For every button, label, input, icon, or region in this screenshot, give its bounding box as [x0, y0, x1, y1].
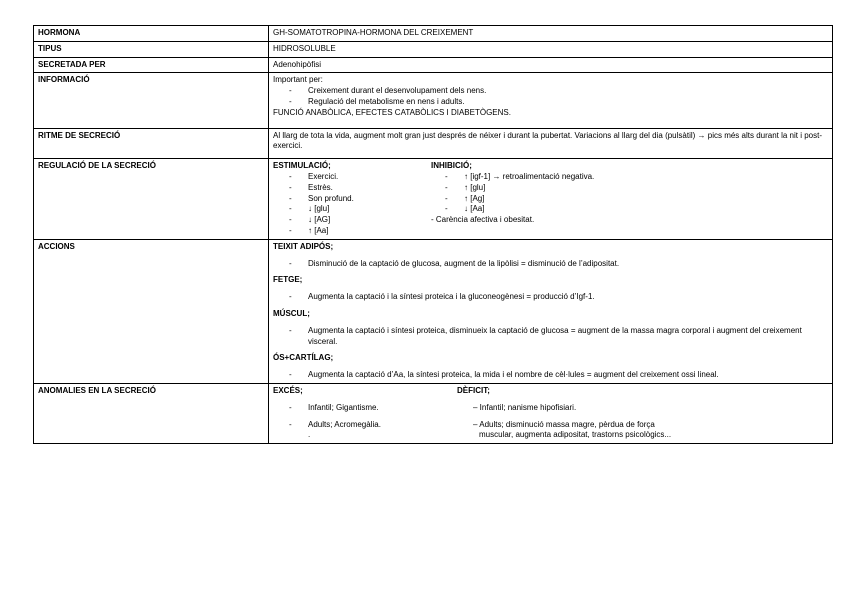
exces-list	[273, 403, 457, 431]
list-item: - ↑ [Ag]	[445, 194, 828, 205]
list-item: - ↓ [glu]	[289, 204, 431, 215]
row-label-hormona: HORMONA	[34, 26, 269, 42]
list-item: - Adults; Acromegàlia.	[289, 420, 457, 431]
list-item: - ↓ [Aa]	[445, 204, 828, 215]
list-item: - Augmenta la captació i síntesi proteica, disminueix la captació de glucosa = augment de la massa magra corporal i augment del creixement visceral.	[289, 326, 828, 348]
info-funcio: FUNCIÓ ANABÒLICA, EFECTES CATABÒLICS I DIABETÒGENS.	[273, 107, 511, 117]
table-row	[34, 26, 833, 42]
fetge-heading: FETGE;	[273, 275, 303, 285]
list-item: - Disminució de la captació de glucosa, augment de la lipòlisi = disminució de l’adipositat.	[289, 259, 828, 270]
list-item: - Infantil; Gigantisme.	[289, 403, 457, 414]
table-row	[34, 57, 833, 73]
anomalies-columns	[273, 386, 828, 441]
row-value-secretada: Adenohipòfisi	[269, 57, 833, 73]
row-label-regulacio: REGULACIÓ DE LA SECRECIÓ	[34, 159, 269, 240]
list-item: - ↑ [Aa]	[289, 226, 431, 237]
deficit-line-1: – Infantil; nanisme hipofisiari.	[473, 402, 577, 412]
row-value-anomalies	[269, 383, 833, 443]
exces-heading: EXCÉS;	[273, 385, 303, 395]
os-list	[273, 370, 828, 381]
row-value-regulacio	[269, 159, 833, 240]
row-label-ritme: RITME DE SECRECIÓ	[34, 128, 269, 159]
row-value-ritme	[269, 128, 833, 159]
muscul-heading: MÚSCUL;	[273, 308, 310, 318]
regulacio-columns	[273, 161, 828, 237]
hormone-table	[33, 25, 833, 444]
inhibicio-list	[431, 172, 828, 215]
row-label-tipus: TIPUS	[34, 41, 269, 57]
table-row	[34, 41, 833, 57]
estimulacio-heading: ESTIMULACIÓ;	[273, 161, 331, 171]
list-item: - Regulació del metabolisme en nens i adults.	[289, 97, 828, 108]
fetge-list	[273, 292, 828, 303]
info-list	[273, 86, 828, 108]
table-row	[34, 383, 833, 443]
list-item: - ↑ [igf-1] → retroalimentació negativa.	[445, 172, 828, 183]
row-label-informacio: INFORMACIÓ	[34, 73, 269, 128]
row-value-accions	[269, 239, 833, 383]
table-row	[34, 73, 833, 128]
exces-dot: .	[308, 430, 311, 440]
exces-column	[273, 386, 457, 441]
ritme-text: Al llarg de tota la vida, augment molt gran just després de néixer i durant la pubertat. Variacions al llarg del dia (pulsàtil) → pics més alts durant la nit i post-exercici.	[273, 130, 823, 151]
row-label-accions: ACCIONS	[34, 239, 269, 383]
list-item: - ↑ [glu]	[445, 183, 828, 194]
table-row	[34, 239, 833, 383]
muscul-list	[273, 326, 828, 348]
deficit-column	[457, 386, 828, 441]
list-item: - Creixement durant el desenvolupament dels nens.	[289, 86, 828, 97]
table-row	[34, 159, 833, 240]
os-heading: ÓS+CARTÍLAG;	[273, 353, 334, 363]
estimulacio-list	[273, 172, 431, 237]
list-item: - Estrès.	[289, 183, 431, 194]
inhibicio-column	[431, 161, 828, 237]
list-item: - Son profund.	[289, 194, 431, 205]
table-row	[34, 128, 833, 159]
list-item: - Augmenta la captació i la síntesi proteica i la gluconeogènesi = producció d’Igf-1.	[289, 292, 828, 303]
teixit-list	[273, 259, 828, 270]
row-label-secretada: SECRETADA PER	[34, 57, 269, 73]
row-value-tipus: HIDROSOLUBLE	[269, 41, 833, 57]
inhibicio-extra: - Carència afectiva i obesitat.	[431, 215, 535, 225]
list-item: - Augmenta la captació d’Aa, la síntesi proteica, la mida i el nombre de cèl·lules = augment del creixement ossi lineal.	[289, 370, 828, 381]
row-label-anomalies: ANOMALIES EN LA SECRECIÓ	[34, 383, 269, 443]
estimulacio-column	[273, 161, 431, 237]
info-intro: Important per:	[273, 75, 323, 85]
row-value-hormona: GH-SOMATOTROPINA-HORMONA DEL CREIXEMENT	[269, 26, 833, 42]
list-item: - Exercici.	[289, 172, 431, 183]
list-item: - ↓ [AG]	[289, 215, 431, 226]
deficit-line-3: muscular, augmenta adipositat, trastorns psicològics...	[479, 430, 672, 440]
deficit-line-2: – Adults; disminució massa magre, pèrdua de força	[473, 419, 655, 429]
inhibicio-heading: INHIBICIÓ;	[431, 161, 472, 171]
deficit-heading: DÈFICIT;	[457, 385, 490, 395]
row-value-informacio	[269, 73, 833, 128]
teixit-heading: TEIXIT ADIPÓS;	[273, 241, 334, 251]
